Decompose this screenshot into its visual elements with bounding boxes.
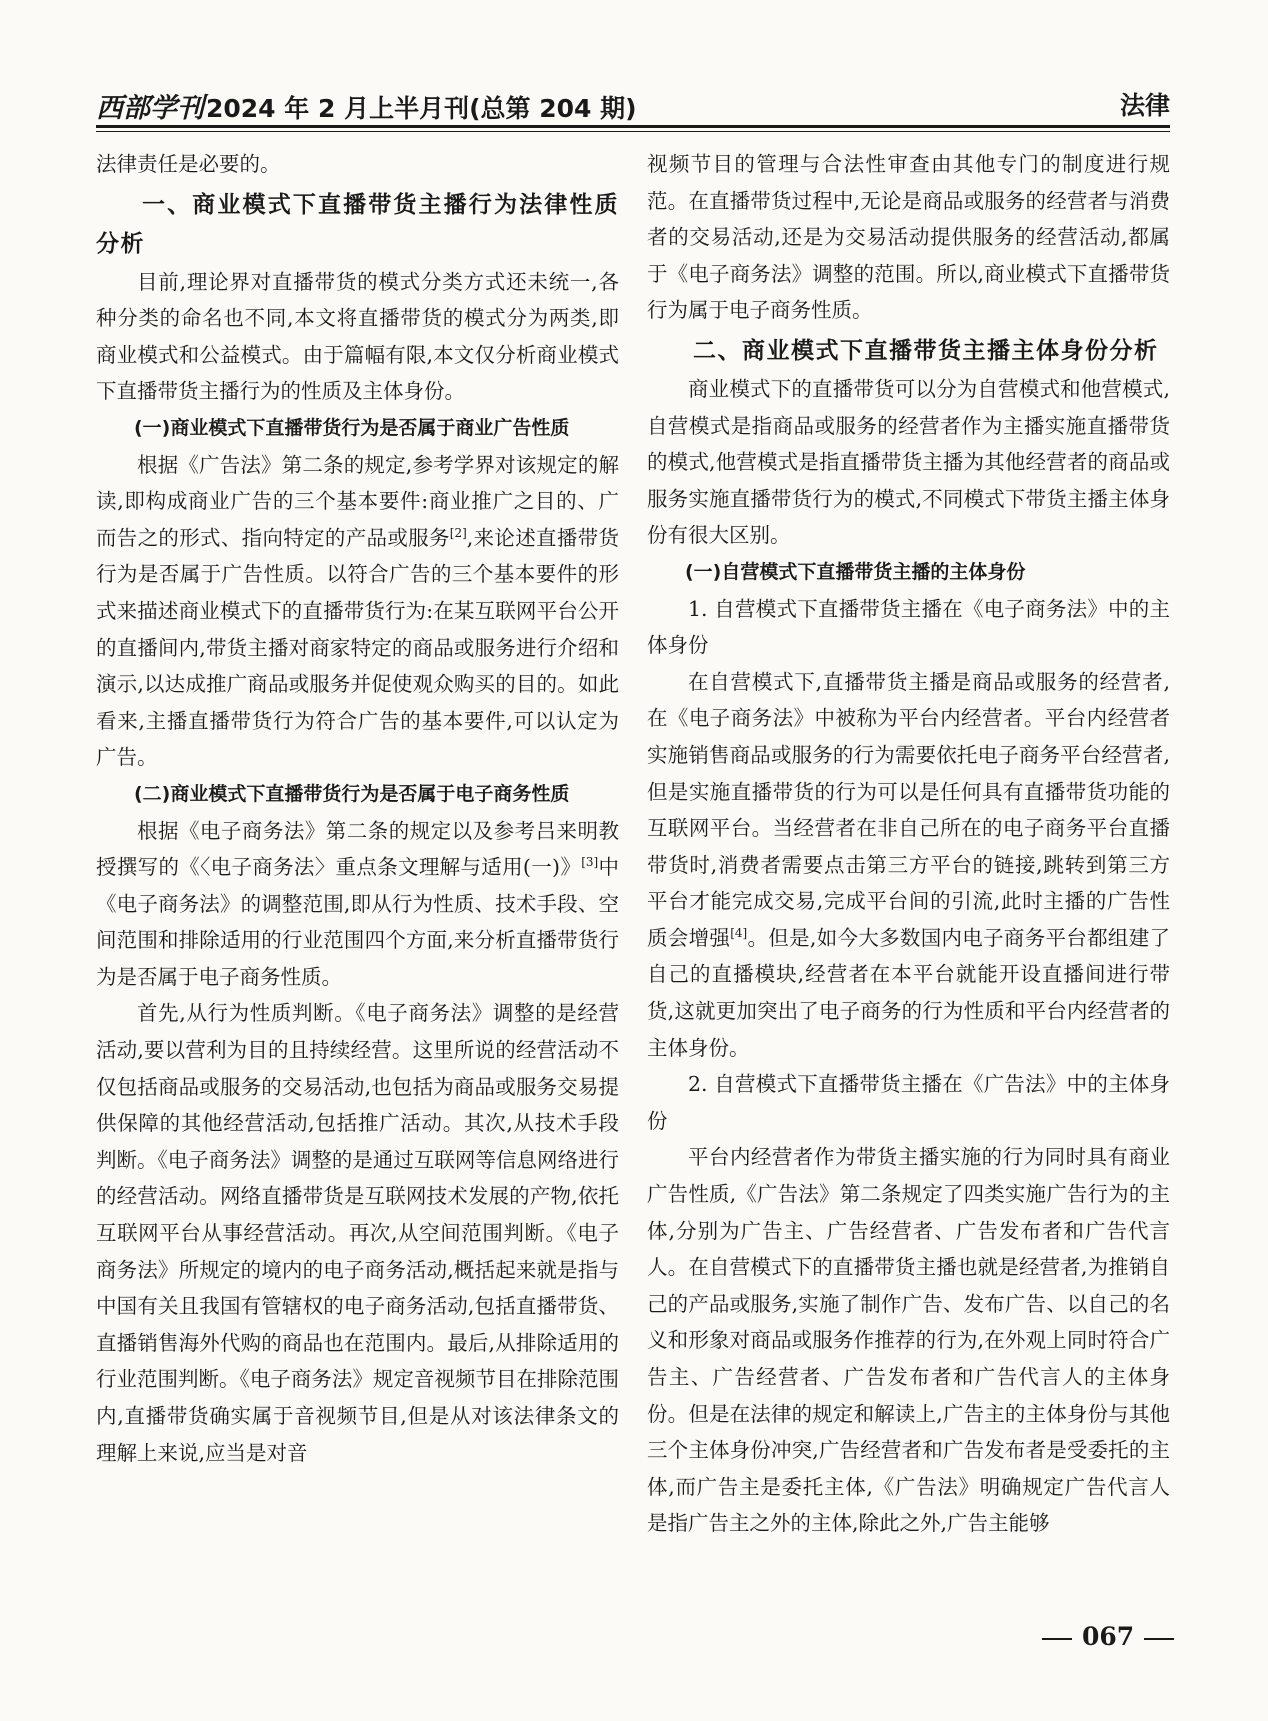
journal-issue [96,86,637,125]
page-number [1032,1622,1184,1651]
right-column [647,146,1170,1542]
body-paragraph: 1. 自营模式下直播带货主播在《电子商务法》中的主体身份 [647,596,1170,658]
body-paragraph: 目前,理论界对直播带货的模式分类方式还未统一,各种分类的命名也不同,本文将直播带货的模式分为两类,即商业模式和公益模式。由于篇幅有限,本文仅分析商业模式下直播带货主播行为的性质及主体身份。 [96,269,619,404]
citation-marker: [3] [581,855,599,870]
paragraph-text: 在自营模式下,直播带货主播是商品或服务的经营者,在《电子商务法》中被称为平台内经营者。平台内经营者实施销售商品或服务的行为需要依托电子商务平台经营者,但是实施直播带货的行为可以是任何具有直播带货功能的互联网平台。当经营者在非自己所在的电子商务平台直播带货时,消费者需要点击第三方平台的链接,跳转到第三方平台才能完成交易,完成平台间的引流,此时主播的广告性质会增强 [647,669,1170,950]
body-paragraph: 商业模式下的直播带货可以分为自营模式和他营模式,自营模式是指商品或服务的经营者作为主播实施直播带货的模式,他营模式是指直播带货主播为其他经营者的商品或服务实施直播带货行为的模式,不同模式下带货主播主体身份有很大区别。 [647,376,1170,548]
section-heading: 一、商业模式下直播带货主播行为法律性质分析 [96,191,619,257]
page-number-dash-right [1144,1638,1174,1640]
header-rule-thick [96,125,1170,128]
section-label: 法律 [1119,91,1170,120]
section-heading: 二、商业模式下直播带货主播主体身份分析 [693,337,1159,364]
body-paragraph: 平台内经营者作为带货主播实施的行为同时具有商业广告性质,《广告法》第二条规定了四类实施广告行为的主体,分别为广告主、广告经营者、广告发布者和广告代言人。在自营模式下的直播带货主播也就是经营者,为推销自己的产品或服务,实施了制作广告、发布广告、以自己的名义和形象对商品或服务作推荐的行为,在外观上同时符合广告主、广告经营者、广告发布者和广告代言人的主体身份。但是在法律的规定和解读上,广告主的主体身份与其他三个主体身份冲突,广告经营者和广告发布者是受委托的主体,而广告主是委托主体,《广告法》明确规定广告代言人是指广告主之外的主体,除此之外,广告主能够 [647,1145,1170,1536]
body-paragraph: 视频节目的管理与合法性审查由其他专门的制度进行规范。在直播带货过程中,无论是商品或服务的经营者与消费者的交易活动,还是为交易活动提供服务的经营活动,都属于《电子商务法》调整的范围。所以,商业模式下直播带货行为属于电子商务性质。 [647,152,1170,323]
body-paragraph: 法律责任是必要的。 [96,152,281,176]
paragraph-text-cont: 中《电子商务法》的调整范围,即从行为性质、技术手段、空间范围和排除适用的行业范围四个方面,来分析直播带货行为是否属于电子商务性质。 [96,855,620,989]
body-paragraph [96,813,619,996]
paragraph-text-cont: 。但是,如今大多数国内电子商务平台都组建了自己的直播模块,经营者在本平台就能开设直播间进行带货,这就更加突出了电子商务的行为性质和平台内经营者的主体身份。 [647,925,1171,1060]
page-number-text: 067 [1082,1622,1135,1651]
body-paragraph: 2. 自营模式下直播带货主播在《广告法》中的主体身份 [647,1072,1170,1133]
journal-logo: 西部学刊 [96,93,204,124]
issue-text: 2024 年 2 月上半月刊(总第 204 期) [206,94,637,123]
running-header [96,86,1170,122]
citation-marker: [2] [449,525,467,540]
paragraph-text-cont: ,来论述直播带货行为是否属于广告性质。以符合广告的三个基本要件的形式来描述商业模式下的直播带货行为:在某互联网平台公开的直播间内,带货主播对商家特定的商品或服务进行介绍和演示,以达成推广商品或服务并促使观众购买的目的。如此看来,主播直播带货行为符合广告的基本要件,可以认定为广告。 [96,525,619,770]
subsection-heading: (一)自营模式下直播带货主播的主体身份 [685,560,1026,583]
paragraph-text: 根据《电子商务法》第二条的规定以及参考吕来明教授撰写的《〈电子商务法〉重点条文理解与适用(一)》 [96,818,619,880]
header-rule-thin [96,131,1170,132]
body-paragraph: 首先,从行为性质判断。《电子商务法》调整的是经营活动,要以营利为目的且持续经营。这里所说的经营活动不仅包括商品或服务的交易活动,也包括为商品或服务交易提供保障的其他经营活动,包括推广活动。其次,从技术手段判断。《电子商务法》调整的是通过互联网等信息网络进行的经营活动。网络直播带货是互联网技术发展的产物,依托互联网平台从事经营活动。再次,从空间范围判断。《电子商务法》所规定的境内的电子商务活动,概括起来就是指与中国有关且我国有管辖权的电子商务活动,包括直播带货、直播销售海外代购的商品也在范围内。最后,从排除适用的行业范围判断。《电子商务法》规定音视频节目在排除范围内,直播带货确实属于音视频节目,但是从对该法律条文的理解上来说,应当是对音 [96,1001,619,1465]
body-paragraph [96,447,619,776]
page-number-dash-left [1042,1638,1072,1640]
paragraph-text: 根据《广告法》第二条的规定,参考学界对该规定的解读,即构成商业广告的三个基本要件:商业推广之目的、广而告之的形式、指向特定的产品或服务 [96,452,619,550]
left-column [96,146,619,1471]
subsection-heading: (二)商业模式下直播带货行为是否属于电子商务性质 [134,782,570,805]
citation-marker: [4] [730,925,748,940]
subsection-heading: (一)商业模式下直播带货行为是否属于商业广告性质 [134,416,570,439]
body-paragraph [647,664,1170,1067]
